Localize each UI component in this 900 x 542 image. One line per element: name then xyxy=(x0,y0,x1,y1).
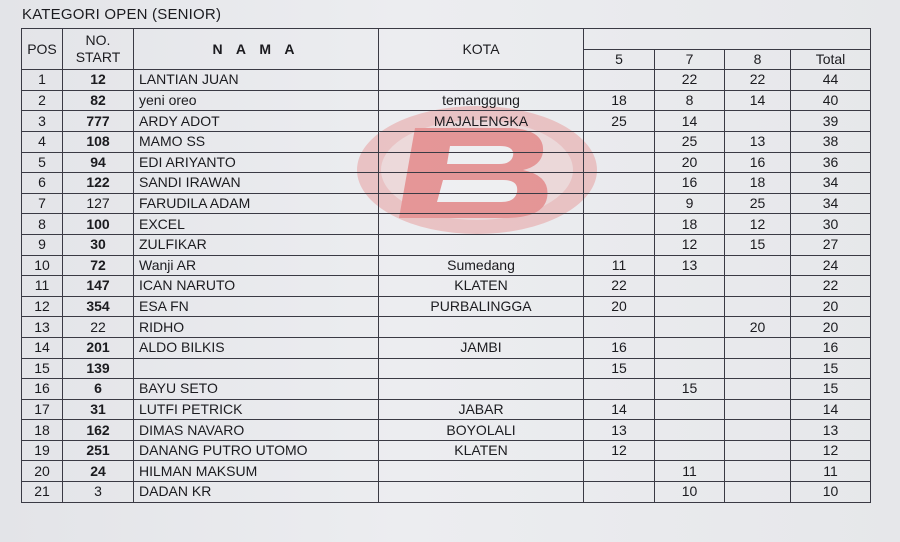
cell-pos: 11 xyxy=(22,276,63,297)
cell-city: MAJALENGKA xyxy=(379,111,584,132)
cell-no-start: 12 xyxy=(63,70,134,91)
cell-city: BOYOLALI xyxy=(379,420,584,441)
table-row xyxy=(22,482,871,503)
table-row xyxy=(22,131,871,152)
cell-pos: 8 xyxy=(22,214,63,235)
cell-round-5 xyxy=(584,173,655,194)
cell-name: LUTFI PETRICK xyxy=(134,399,379,420)
cell-total: 12 xyxy=(791,440,871,461)
table-row xyxy=(22,255,871,276)
table-row xyxy=(22,296,871,317)
header-no-start xyxy=(63,29,134,70)
cell-name: DANANG PUTRO UTOMO xyxy=(134,440,379,461)
cell-name: EXCEL xyxy=(134,214,379,235)
cell-round-7 xyxy=(655,296,725,317)
cell-round-7: 12 xyxy=(655,234,725,255)
cell-no-start: 201 xyxy=(63,337,134,358)
cell-round-8 xyxy=(725,111,791,132)
cell-name: HILMAN MAKSUM xyxy=(134,461,379,482)
cell-round-5: 11 xyxy=(584,255,655,276)
table-row xyxy=(22,276,871,297)
cell-round-7: 10 xyxy=(655,482,725,503)
cell-round-8 xyxy=(725,296,791,317)
header-total: Total xyxy=(791,49,871,70)
page-title: KATEGORI OPEN (SENIOR) xyxy=(22,6,222,23)
cell-name: SANDI IRAWAN xyxy=(134,173,379,194)
cell-name xyxy=(134,358,379,379)
cell-name: ICAN NARUTO xyxy=(134,276,379,297)
header-round-7: 7 xyxy=(655,49,725,70)
cell-city xyxy=(379,379,584,400)
table-row xyxy=(22,152,871,173)
cell-city: KLATEN xyxy=(379,440,584,461)
cell-round-5 xyxy=(584,461,655,482)
cell-round-5 xyxy=(584,482,655,503)
cell-round-5: 14 xyxy=(584,399,655,420)
cell-no-start: 122 xyxy=(63,173,134,194)
cell-round-7: 15 xyxy=(655,379,725,400)
cell-round-8: 20 xyxy=(725,317,791,338)
cell-total: 38 xyxy=(791,131,871,152)
cell-no-start: 94 xyxy=(63,152,134,173)
table-row xyxy=(22,461,871,482)
header-city: KOTA xyxy=(379,29,584,70)
cell-round-7: 22 xyxy=(655,70,725,91)
cell-round-5: 12 xyxy=(584,440,655,461)
cell-city xyxy=(379,482,584,503)
cell-round-5: 20 xyxy=(584,296,655,317)
cell-pos: 21 xyxy=(22,482,63,503)
cell-round-5 xyxy=(584,234,655,255)
cell-round-7 xyxy=(655,317,725,338)
cell-round-7: 20 xyxy=(655,152,725,173)
cell-pos: 6 xyxy=(22,173,63,194)
cell-total: 16 xyxy=(791,337,871,358)
cell-no-start: 777 xyxy=(63,111,134,132)
cell-no-start: 162 xyxy=(63,420,134,441)
cell-city xyxy=(379,70,584,91)
cell-pos: 3 xyxy=(22,111,63,132)
cell-round-7: 11 xyxy=(655,461,725,482)
table-row xyxy=(22,337,871,358)
table-row xyxy=(22,234,871,255)
cell-no-start: 82 xyxy=(63,90,134,111)
cell-round-8: 22 xyxy=(725,70,791,91)
cell-city: Sumedang xyxy=(379,255,584,276)
cell-city xyxy=(379,173,584,194)
cell-name: RIDHO xyxy=(134,317,379,338)
cell-round-7: 18 xyxy=(655,214,725,235)
cell-city xyxy=(379,234,584,255)
cell-no-start: 72 xyxy=(63,255,134,276)
cell-round-7 xyxy=(655,440,725,461)
cell-no-start: 100 xyxy=(63,214,134,235)
header-pos: POS xyxy=(22,29,63,70)
cell-no-start: 24 xyxy=(63,461,134,482)
cell-name: ALDO BILKIS xyxy=(134,337,379,358)
table-row xyxy=(22,420,871,441)
cell-city: temanggung xyxy=(379,90,584,111)
cell-total: 24 xyxy=(791,255,871,276)
header-rounds-group xyxy=(584,29,871,50)
header-round-8: 8 xyxy=(725,49,791,70)
cell-no-start: 30 xyxy=(63,234,134,255)
cell-city xyxy=(379,317,584,338)
cell-name: yeni oreo xyxy=(134,90,379,111)
cell-no-start: 22 xyxy=(63,317,134,338)
cell-total: 34 xyxy=(791,173,871,194)
cell-round-8: 13 xyxy=(725,131,791,152)
table-row xyxy=(22,70,871,91)
cell-city xyxy=(379,214,584,235)
cell-city xyxy=(379,461,584,482)
cell-pos: 10 xyxy=(22,255,63,276)
cell-round-8: 12 xyxy=(725,214,791,235)
cell-name: ESA FN xyxy=(134,296,379,317)
cell-pos: 2 xyxy=(22,90,63,111)
table-row xyxy=(22,379,871,400)
cell-pos: 7 xyxy=(22,193,63,214)
cell-name: EDI ARIYANTO xyxy=(134,152,379,173)
cell-pos: 19 xyxy=(22,440,63,461)
cell-total: 11 xyxy=(791,461,871,482)
cell-city xyxy=(379,193,584,214)
cell-round-5: 15 xyxy=(584,358,655,379)
header-round-5: 5 xyxy=(584,49,655,70)
cell-city xyxy=(379,358,584,379)
cell-total: 27 xyxy=(791,234,871,255)
cell-pos: 9 xyxy=(22,234,63,255)
cell-pos: 17 xyxy=(22,399,63,420)
cell-round-8: 15 xyxy=(725,234,791,255)
cell-no-start: 251 xyxy=(63,440,134,461)
cell-round-8 xyxy=(725,255,791,276)
cell-pos: 1 xyxy=(22,70,63,91)
cell-city: JABAR xyxy=(379,399,584,420)
cell-round-8: 18 xyxy=(725,173,791,194)
cell-total: 15 xyxy=(791,379,871,400)
cell-round-5 xyxy=(584,317,655,338)
table-row xyxy=(22,90,871,111)
header-no-line1: NO. xyxy=(85,32,111,49)
cell-pos: 12 xyxy=(22,296,63,317)
cell-total: 30 xyxy=(791,214,871,235)
cell-round-5: 22 xyxy=(584,276,655,297)
cell-no-start: 108 xyxy=(63,131,134,152)
cell-round-7: 8 xyxy=(655,90,725,111)
table-row xyxy=(22,214,871,235)
table-row xyxy=(22,173,871,194)
cell-pos: 20 xyxy=(22,461,63,482)
cell-pos: 16 xyxy=(22,379,63,400)
cell-round-5: 25 xyxy=(584,111,655,132)
cell-round-8 xyxy=(725,440,791,461)
cell-round-5 xyxy=(584,131,655,152)
cell-round-8: 16 xyxy=(725,152,791,173)
cell-round-8: 14 xyxy=(725,90,791,111)
table-row xyxy=(22,399,871,420)
cell-pos: 18 xyxy=(22,420,63,441)
table-row xyxy=(22,317,871,338)
cell-round-5 xyxy=(584,379,655,400)
table-row xyxy=(22,193,871,214)
cell-no-start: 354 xyxy=(63,296,134,317)
cell-name: LANTIAN JUAN xyxy=(134,70,379,91)
cell-round-5: 18 xyxy=(584,90,655,111)
cell-name: ZULFIKAR xyxy=(134,234,379,255)
cell-round-8 xyxy=(725,482,791,503)
cell-no-start: 6 xyxy=(63,379,134,400)
cell-round-7: 9 xyxy=(655,193,725,214)
cell-round-7 xyxy=(655,337,725,358)
cell-name: MAMO SS xyxy=(134,131,379,152)
cell-round-5 xyxy=(584,152,655,173)
cell-total: 13 xyxy=(791,420,871,441)
cell-round-7 xyxy=(655,358,725,379)
cell-round-5: 13 xyxy=(584,420,655,441)
cell-round-7 xyxy=(655,420,725,441)
cell-total: 36 xyxy=(791,152,871,173)
cell-round-5 xyxy=(584,70,655,91)
results-body xyxy=(22,70,871,502)
cell-total: 15 xyxy=(791,358,871,379)
cell-total: 44 xyxy=(791,70,871,91)
cell-round-7 xyxy=(655,399,725,420)
cell-round-5 xyxy=(584,193,655,214)
cell-total: 10 xyxy=(791,482,871,503)
cell-total: 14 xyxy=(791,399,871,420)
cell-round-5 xyxy=(584,214,655,235)
cell-round-8 xyxy=(725,379,791,400)
cell-no-start: 139 xyxy=(63,358,134,379)
cell-total: 20 xyxy=(791,296,871,317)
header-row xyxy=(22,29,871,50)
cell-city: KLATEN xyxy=(379,276,584,297)
cell-round-8 xyxy=(725,358,791,379)
cell-round-7: 16 xyxy=(655,173,725,194)
cell-pos: 5 xyxy=(22,152,63,173)
cell-total: 34 xyxy=(791,193,871,214)
header-no-line2: START xyxy=(75,49,121,66)
cell-name: ARDY ADOT xyxy=(134,111,379,132)
cell-total: 20 xyxy=(791,317,871,338)
cell-round-7: 13 xyxy=(655,255,725,276)
cell-round-7 xyxy=(655,276,725,297)
cell-round-8: 25 xyxy=(725,193,791,214)
cell-city: PURBALINGGA xyxy=(379,296,584,317)
table-row xyxy=(22,358,871,379)
cell-no-start: 3 xyxy=(63,482,134,503)
table-row xyxy=(22,111,871,132)
cell-round-8 xyxy=(725,337,791,358)
cell-pos: 4 xyxy=(22,131,63,152)
cell-pos: 14 xyxy=(22,337,63,358)
cell-city: JAMBI xyxy=(379,337,584,358)
cell-total: 22 xyxy=(791,276,871,297)
cell-round-8 xyxy=(725,420,791,441)
cell-city xyxy=(379,131,584,152)
cell-no-start: 127 xyxy=(63,193,134,214)
cell-round-7: 25 xyxy=(655,131,725,152)
table-row xyxy=(22,440,871,461)
cell-round-7: 14 xyxy=(655,111,725,132)
cell-round-8 xyxy=(725,276,791,297)
cell-no-start: 31 xyxy=(63,399,134,420)
cell-round-8 xyxy=(725,399,791,420)
cell-name: Wanji AR xyxy=(134,255,379,276)
cell-total: 40 xyxy=(791,90,871,111)
cell-pos: 13 xyxy=(22,317,63,338)
cell-name: FARUDILA ADAM xyxy=(134,193,379,214)
cell-name: BAYU SETO xyxy=(134,379,379,400)
cell-city xyxy=(379,152,584,173)
header-name: N A M A xyxy=(134,29,379,70)
cell-round-8 xyxy=(725,461,791,482)
cell-round-5: 16 xyxy=(584,337,655,358)
results-table xyxy=(21,28,871,503)
cell-total: 39 xyxy=(791,111,871,132)
cell-name: DADAN KR xyxy=(134,482,379,503)
cell-no-start: 147 xyxy=(63,276,134,297)
cell-pos: 15 xyxy=(22,358,63,379)
cell-name: DIMAS NAVARO xyxy=(134,420,379,441)
